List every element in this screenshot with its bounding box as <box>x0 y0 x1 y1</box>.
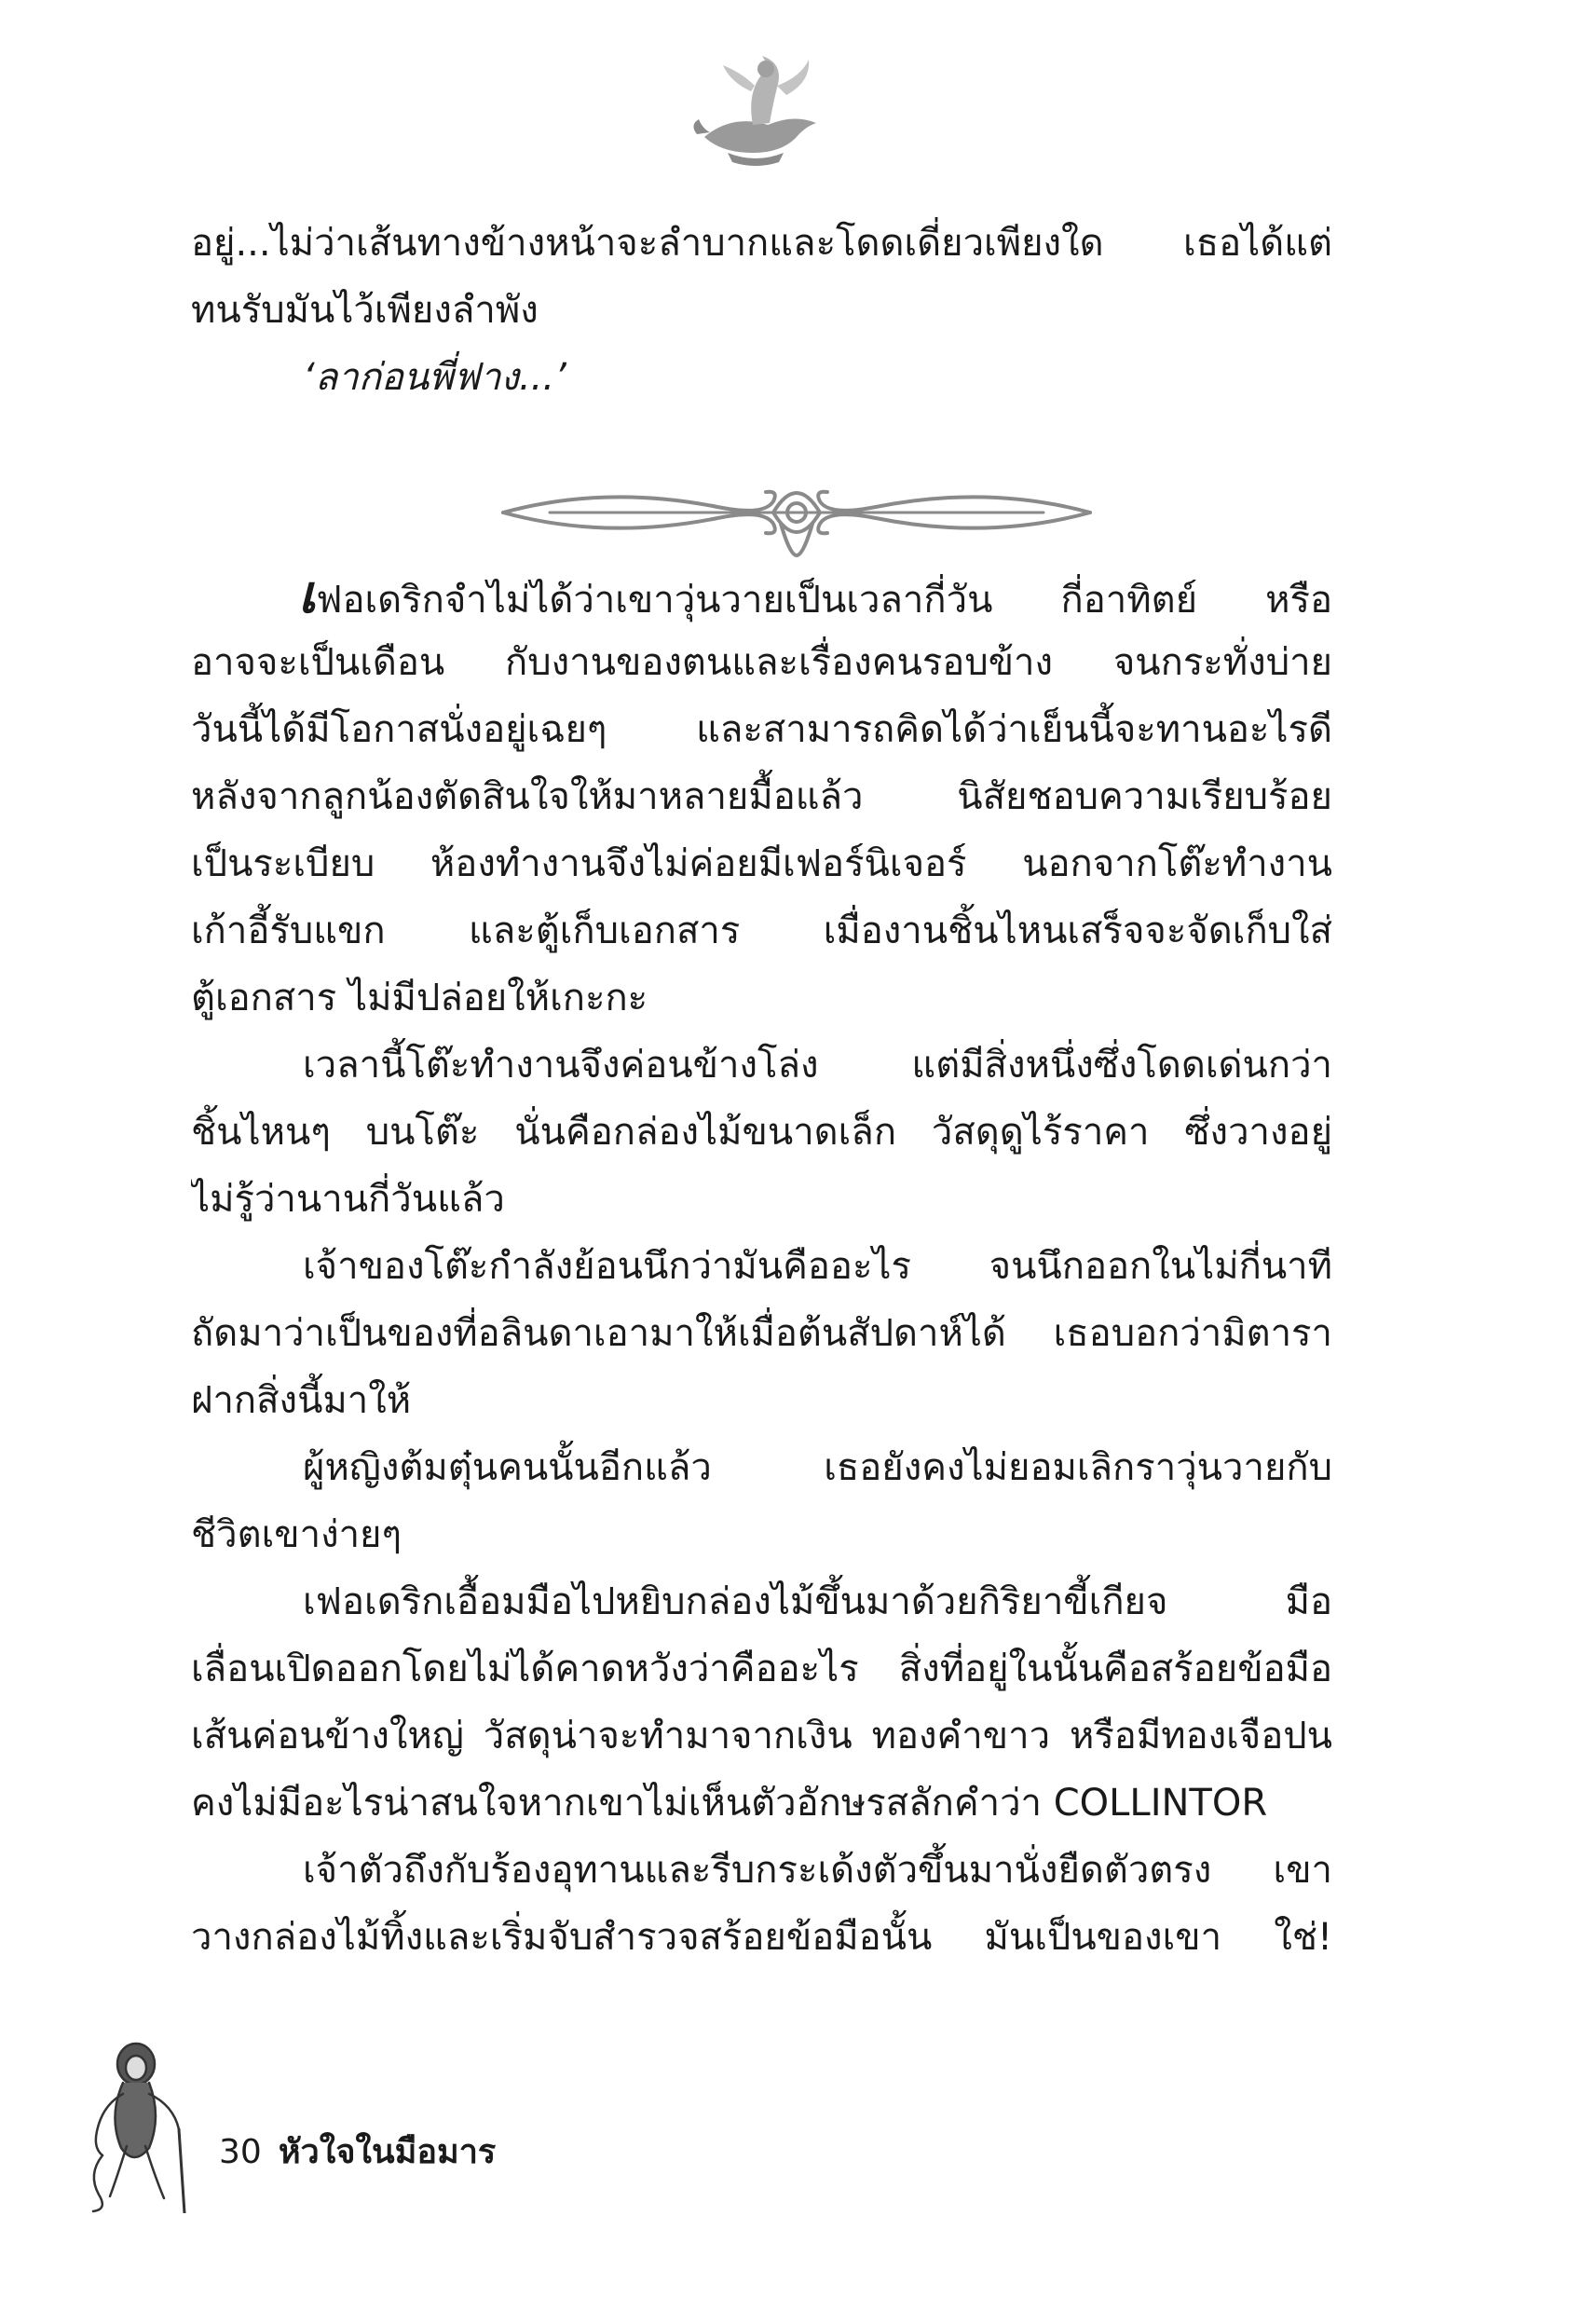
page-footer <box>219 2125 496 2178</box>
ornamental-divider-icon <box>494 466 1099 559</box>
text-line: ชีวิตเขาง่ายๆ <box>191 1513 402 1556</box>
text-line: หลังจากลูกน้องตัดสินใจให้มาหลายมื้อแล้ว นิสัยชอบความเรียบร้อย <box>191 775 1332 818</box>
first-line-text: ฟอเดริกจำไม่ได้ว่าเขาวุ่นวายเป็นเวลากี่วัน กี่อาทิตย์ หรือ <box>316 579 1332 622</box>
text-line: อาจจะเป็นเดือน กับงานของตนและเรื่องคนรอบข้าง จนกระทั่งบ่าย <box>191 641 1332 684</box>
text-line: เลื่อนเปิดออกโดยไม่ได้คาดหวังว่าคืออะไร สิ่งที่อยู่ในนั้นคือสร้อยข้อมือ <box>191 1648 1332 1690</box>
text-line: ถัดมาว่าเป็นของที่อลินดาเอามาให้เมื่อต้นสัปดาห์ได้ เธอบอกว่ามิตารา <box>191 1312 1332 1355</box>
text-line: ชิ้นไหนๆ บนโต๊ะ นั่นคือกล่องไม้ขนาดเล็ก วัสดุดูไร้ราคา ซึ่งวางอยู่ <box>191 1111 1332 1154</box>
text-line: เป็นระเบียบ ห้องทำงานจึงไม่ค่อยมีเฟอร์นิเจอร์ นอกจากโต๊ะทำงาน <box>191 842 1332 885</box>
text-line: คงไม่มีอะไรน่าสนใจหากเขาไม่เห็นตัวอักษรสลักคำว่า COLLINTOR <box>191 1782 1268 1825</box>
text-line: เจ้าของโต๊ะกำลังย้อนนึกว่ามันคืออะไร จนนึกออกในไม่กี่นาที <box>303 1245 1332 1288</box>
text-line: ตู้เอกสาร ไม่มีปล่อยให้เกะกะ <box>191 977 648 1019</box>
genie-lamp-icon <box>686 48 825 170</box>
text-line: เก้าอี้รับแขก และตู้เก็บเอกสาร เมื่องานชิ้นไหนเสร็จจะจัดเก็บใส่ <box>191 909 1332 952</box>
text-line: วางกล่องไม้ทิ้งและเริ่มจับสำรวจสร้อยข้อมือนั้น มันเป็นของเขา ใช่! <box>191 1916 1332 1959</box>
text-line: ฝากสิ่งนี้มาให้ <box>191 1379 412 1422</box>
text-line: เวลานี้โต๊ะทำงานจึงค่อนข้างโล่ง แต่มีสิ่งหนึ่งซึ่งโดดเด่นกว่า <box>303 1044 1332 1087</box>
text-continuation <box>191 210 1332 411</box>
text-line: เฟอเดริกเอื้อมมือไปหยิบกล่องไม้ขึ้นมาด้วยกิริยาขี้เกียจ มือ <box>303 1580 1332 1623</box>
text-line <box>191 562 1332 629</box>
book-title: หัวใจในมือมาร <box>278 2133 497 2171</box>
page-number: 30 <box>219 2133 262 2171</box>
text-line: ‘ลาก่อนพี่ฟาง...’ <box>303 356 566 399</box>
text-line: ไม่รู้ว่านานกี่วันแล้ว <box>191 1178 505 1221</box>
chapter-body <box>191 562 1332 1971</box>
text-line: ผู้หญิงต้มตุ๋นคนนั้นอีกแล้ว เธอยังคงไม่ยอมเลิกราวุ่นวายกับ <box>303 1446 1332 1489</box>
text-line: อยู่...ไม่ว่าเส้นทางข้างหน้าจะลำบากและโดดเดี่ยวเพียงใด เธอได้แต่ <box>191 222 1332 265</box>
drop-cap: เ <box>298 565 317 625</box>
text-line: ทนรับมันไว้เพียงลำพัง <box>191 289 539 332</box>
text-line: เส้นค่อนข้างใหญ่ วัสดุน่าจะทำมาจากเงิน ทองคำขาว หรือมีทองเจือปน <box>191 1715 1332 1757</box>
text-line: วันนี้ได้มีโอกาสนั่งอยู่เฉยๆ และสามารถคิดได้ว่าเย็นนี้จะทานอะไรดี <box>191 708 1332 751</box>
monkey-icon <box>82 2027 194 2213</box>
text-line: เจ้าตัวถึงกับร้องอุทานและรีบกระเด้งตัวขึ้นมานั่งยืดตัวตรง เขา <box>303 1849 1332 1892</box>
